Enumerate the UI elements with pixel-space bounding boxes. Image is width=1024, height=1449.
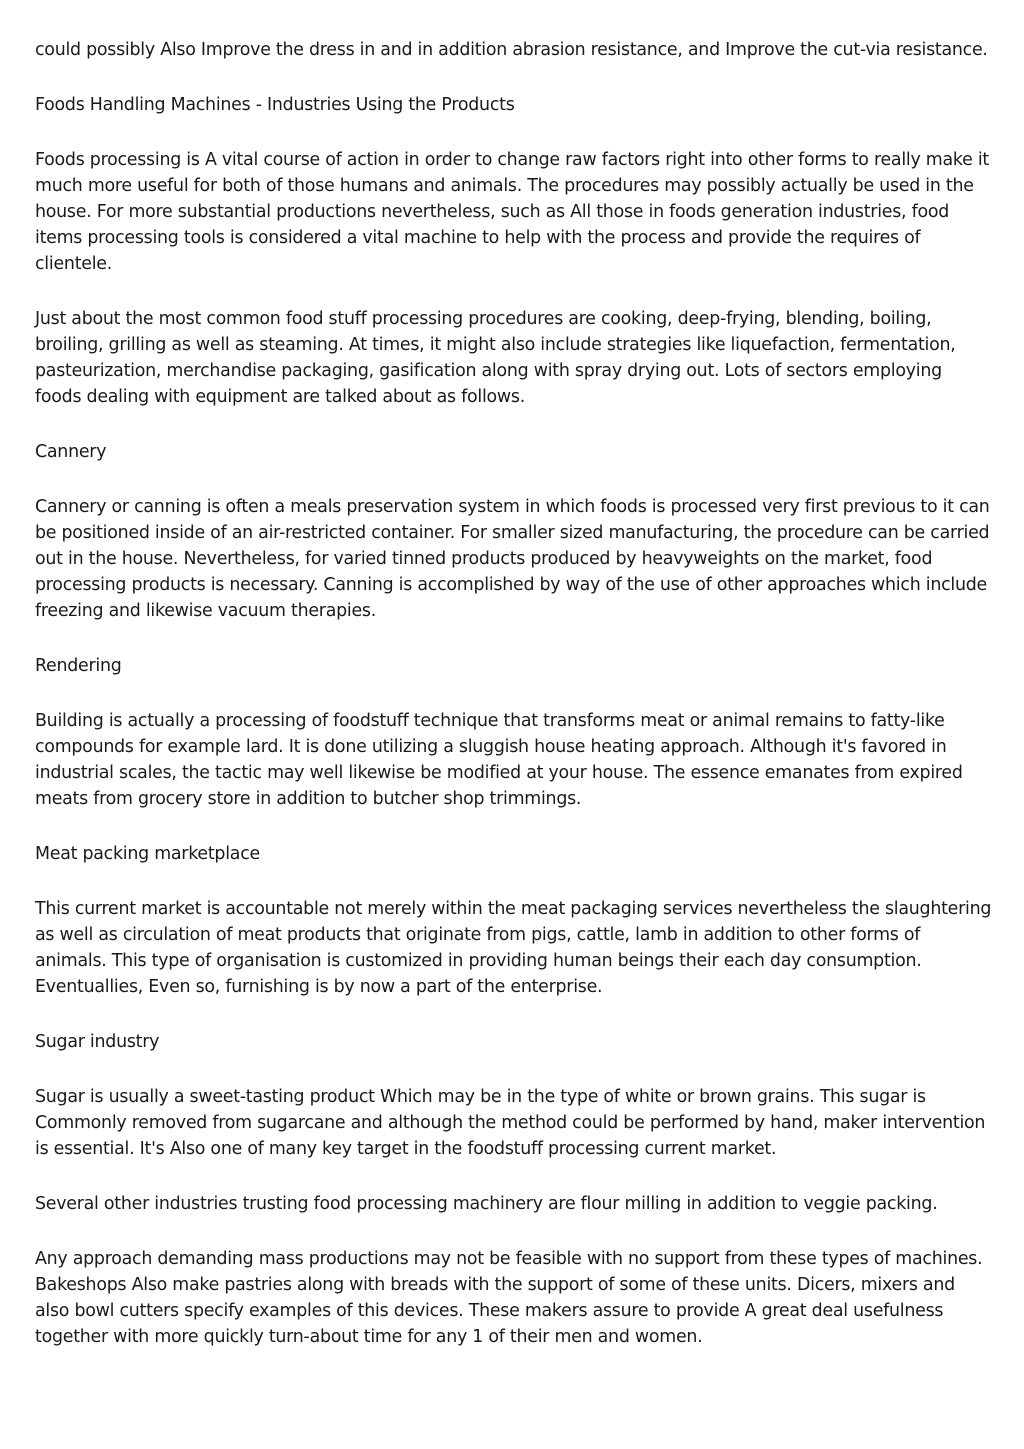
paragraph-food-processing: Foods processing is A vital course of action in order to change raw factors right into other forms to really make it much more useful for both of those humans and animals. The procedures may possibly actually be used in the house. For more substantial productions nevertheless, such as All those in foods generation industries, food items processing tools is considered a vital machine to help with the process and provide the requires of clientele. [35, 150, 989, 274]
paragraph-rendering: Building is actually a processing of foodstuff technique that transforms meat or animal remains to fatty-like compounds for example lard. It is done utilizing a sluggish house heating approach. Although it's favored in industrial scales, the tactic may well likewise be modified at your house. The essence emanates from expired meats from grocery store in addition to butcher shop trimmings. [35, 711, 963, 809]
section-heading-food-handling-machines: Foods Handling Machines - Industries Using the Products [35, 95, 515, 115]
section-heading-sugar-industry: Sugar industry [35, 1032, 160, 1052]
paragraph-sugar-industry: Sugar is usually a sweet-tasting product Which may be in the type of white or brown grains. This sugar is Commonly removed from sugarcane and although the method could be performed by hand, maker intervention is essential. It's Also one of many key target in the foodstuff processing current market. [35, 1087, 986, 1159]
section-heading-rendering: Rendering [35, 656, 122, 676]
paragraph-other-industries: Several other industries trusting food processing machinery are flour milling in addition to veggie packing. [35, 1194, 938, 1214]
paragraph-meat-packing: This current market is accountable not merely within the meat packaging services nevertheless the slaughtering as well as circulation of meat products that originate from pigs, cattle, lamb in addition to other forms of animals. This type of organisation is customized in providing human beings their each day consumption. Eventuallies, Even so, furnishing is by now a part of the enterprise. [35, 899, 992, 997]
paragraph-intro-continuation: could possibly Also Improve the dress in and in addition abrasion resistance, and Improve the cut-via resistance. [35, 40, 988, 60]
paragraph-mass-production: Any approach demanding mass productions may not be feasible with no support from these types of machines. Bakeshops Also make pastries along with breads with the support of some of these units. Dicers, mixers and also bowl cutters specify examples of this devices. These makers assure to provide A great deal usefulness together with more quickly turn-about time for any 1 of their men and women. [35, 1249, 983, 1347]
section-heading-meat-packing: Meat packing marketplace [35, 844, 260, 864]
paragraph-cannery: Cannery or canning is often a meals preservation system in which foods is processed very first previous to it can be positioned inside of an air-restricted container. For smaller sized manufacturing, the procedure can be carried out in the house. Nevertheless, for varied tinned products produced by heavyweights on the market, food processing products is necessary. Canning is accomplished by way of the use of other approaches which include freezing and likewise vacuum therapies. [35, 497, 990, 621]
paragraph-common-procedures: Just about the most common food stuff processing procedures are cooking, deep-frying, blending, boiling, broiling, grilling as well as steaming. At times, it might also include strategies like liquefaction, fermentation, pasteurization, merchandise packaging, gasification along with spray drying out. Lots of sectors employing foods dealing with equipment are talked about as follows. [35, 309, 956, 407]
document-body [35, 37, 993, 1379]
section-heading-cannery: Cannery [35, 442, 107, 462]
